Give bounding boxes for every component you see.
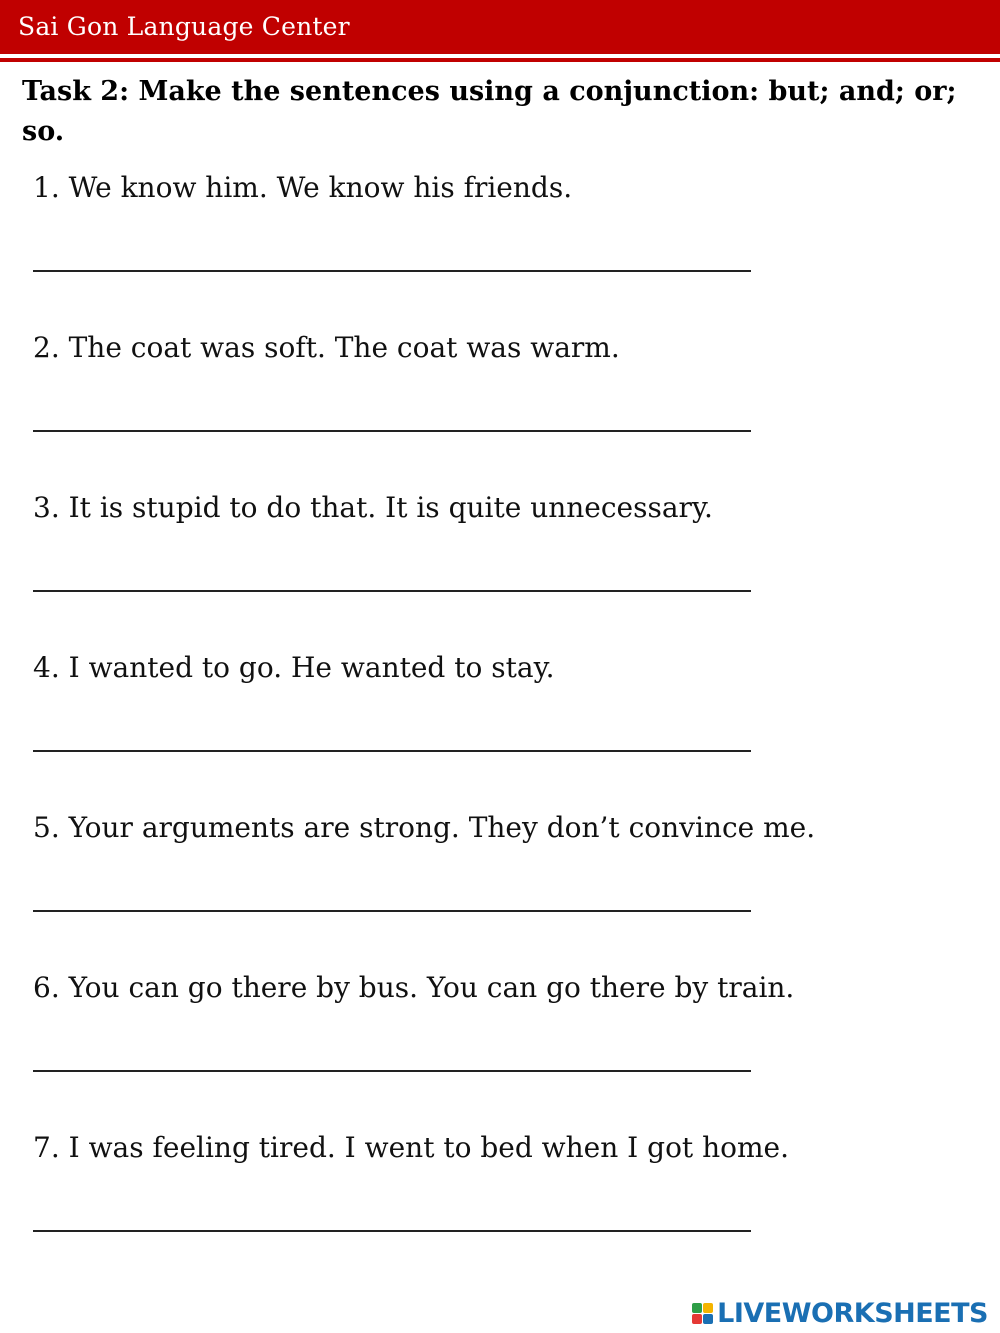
exercise-item-4 bbox=[33, 651, 983, 684]
answer-line[interactable] bbox=[33, 750, 751, 752]
exercise-item-5 bbox=[33, 811, 983, 844]
exercise-item-2 bbox=[33, 331, 983, 364]
logo-square bbox=[692, 1314, 702, 1324]
center-name: Sai Gon Language Center bbox=[18, 12, 350, 41]
exercise-item-1 bbox=[33, 171, 983, 204]
logo-square bbox=[703, 1303, 713, 1313]
liveworksheets-brand[interactable] bbox=[692, 1300, 988, 1327]
logo-square bbox=[703, 1314, 713, 1324]
exercise-prompt: 3. It is stupid to do that. It is quite unnecessary. bbox=[33, 491, 713, 524]
exercise-item-6 bbox=[33, 971, 983, 1004]
exercise-prompt: 5. Your arguments are strong. They don’t convince me. bbox=[33, 811, 816, 844]
answer-line[interactable] bbox=[33, 590, 751, 592]
task-title: Task 2: Make the sentences using a conjunction: but; and; or; so. bbox=[22, 76, 957, 147]
exercise-prompt: 4. I wanted to go. He wanted to stay. bbox=[33, 651, 555, 684]
liveworksheets-logo-icon bbox=[692, 1303, 713, 1324]
exercise-prompt: 1. We know him. We know his friends. bbox=[33, 171, 573, 204]
brand-name: LIVEWORKSHEETS bbox=[717, 1298, 988, 1329]
exercise-prompt: 7. I was feeling tired. I went to bed when I got home. bbox=[33, 1131, 789, 1164]
answer-line[interactable] bbox=[33, 1070, 751, 1072]
exercise-item-3 bbox=[33, 491, 983, 524]
answer-line[interactable] bbox=[33, 430, 751, 432]
logo-square bbox=[692, 1303, 702, 1313]
header-band bbox=[0, 0, 1000, 54]
exercise-prompt: 6. You can go there by bus. You can go there by train. bbox=[33, 971, 795, 1004]
header-divider bbox=[0, 58, 1000, 62]
answer-line[interactable] bbox=[33, 910, 751, 912]
exercise-item-7 bbox=[33, 1131, 983, 1164]
answer-line[interactable] bbox=[33, 1230, 751, 1232]
exercise-prompt: 2. The coat was soft. The coat was warm. bbox=[33, 331, 620, 364]
answer-line[interactable] bbox=[33, 270, 751, 272]
